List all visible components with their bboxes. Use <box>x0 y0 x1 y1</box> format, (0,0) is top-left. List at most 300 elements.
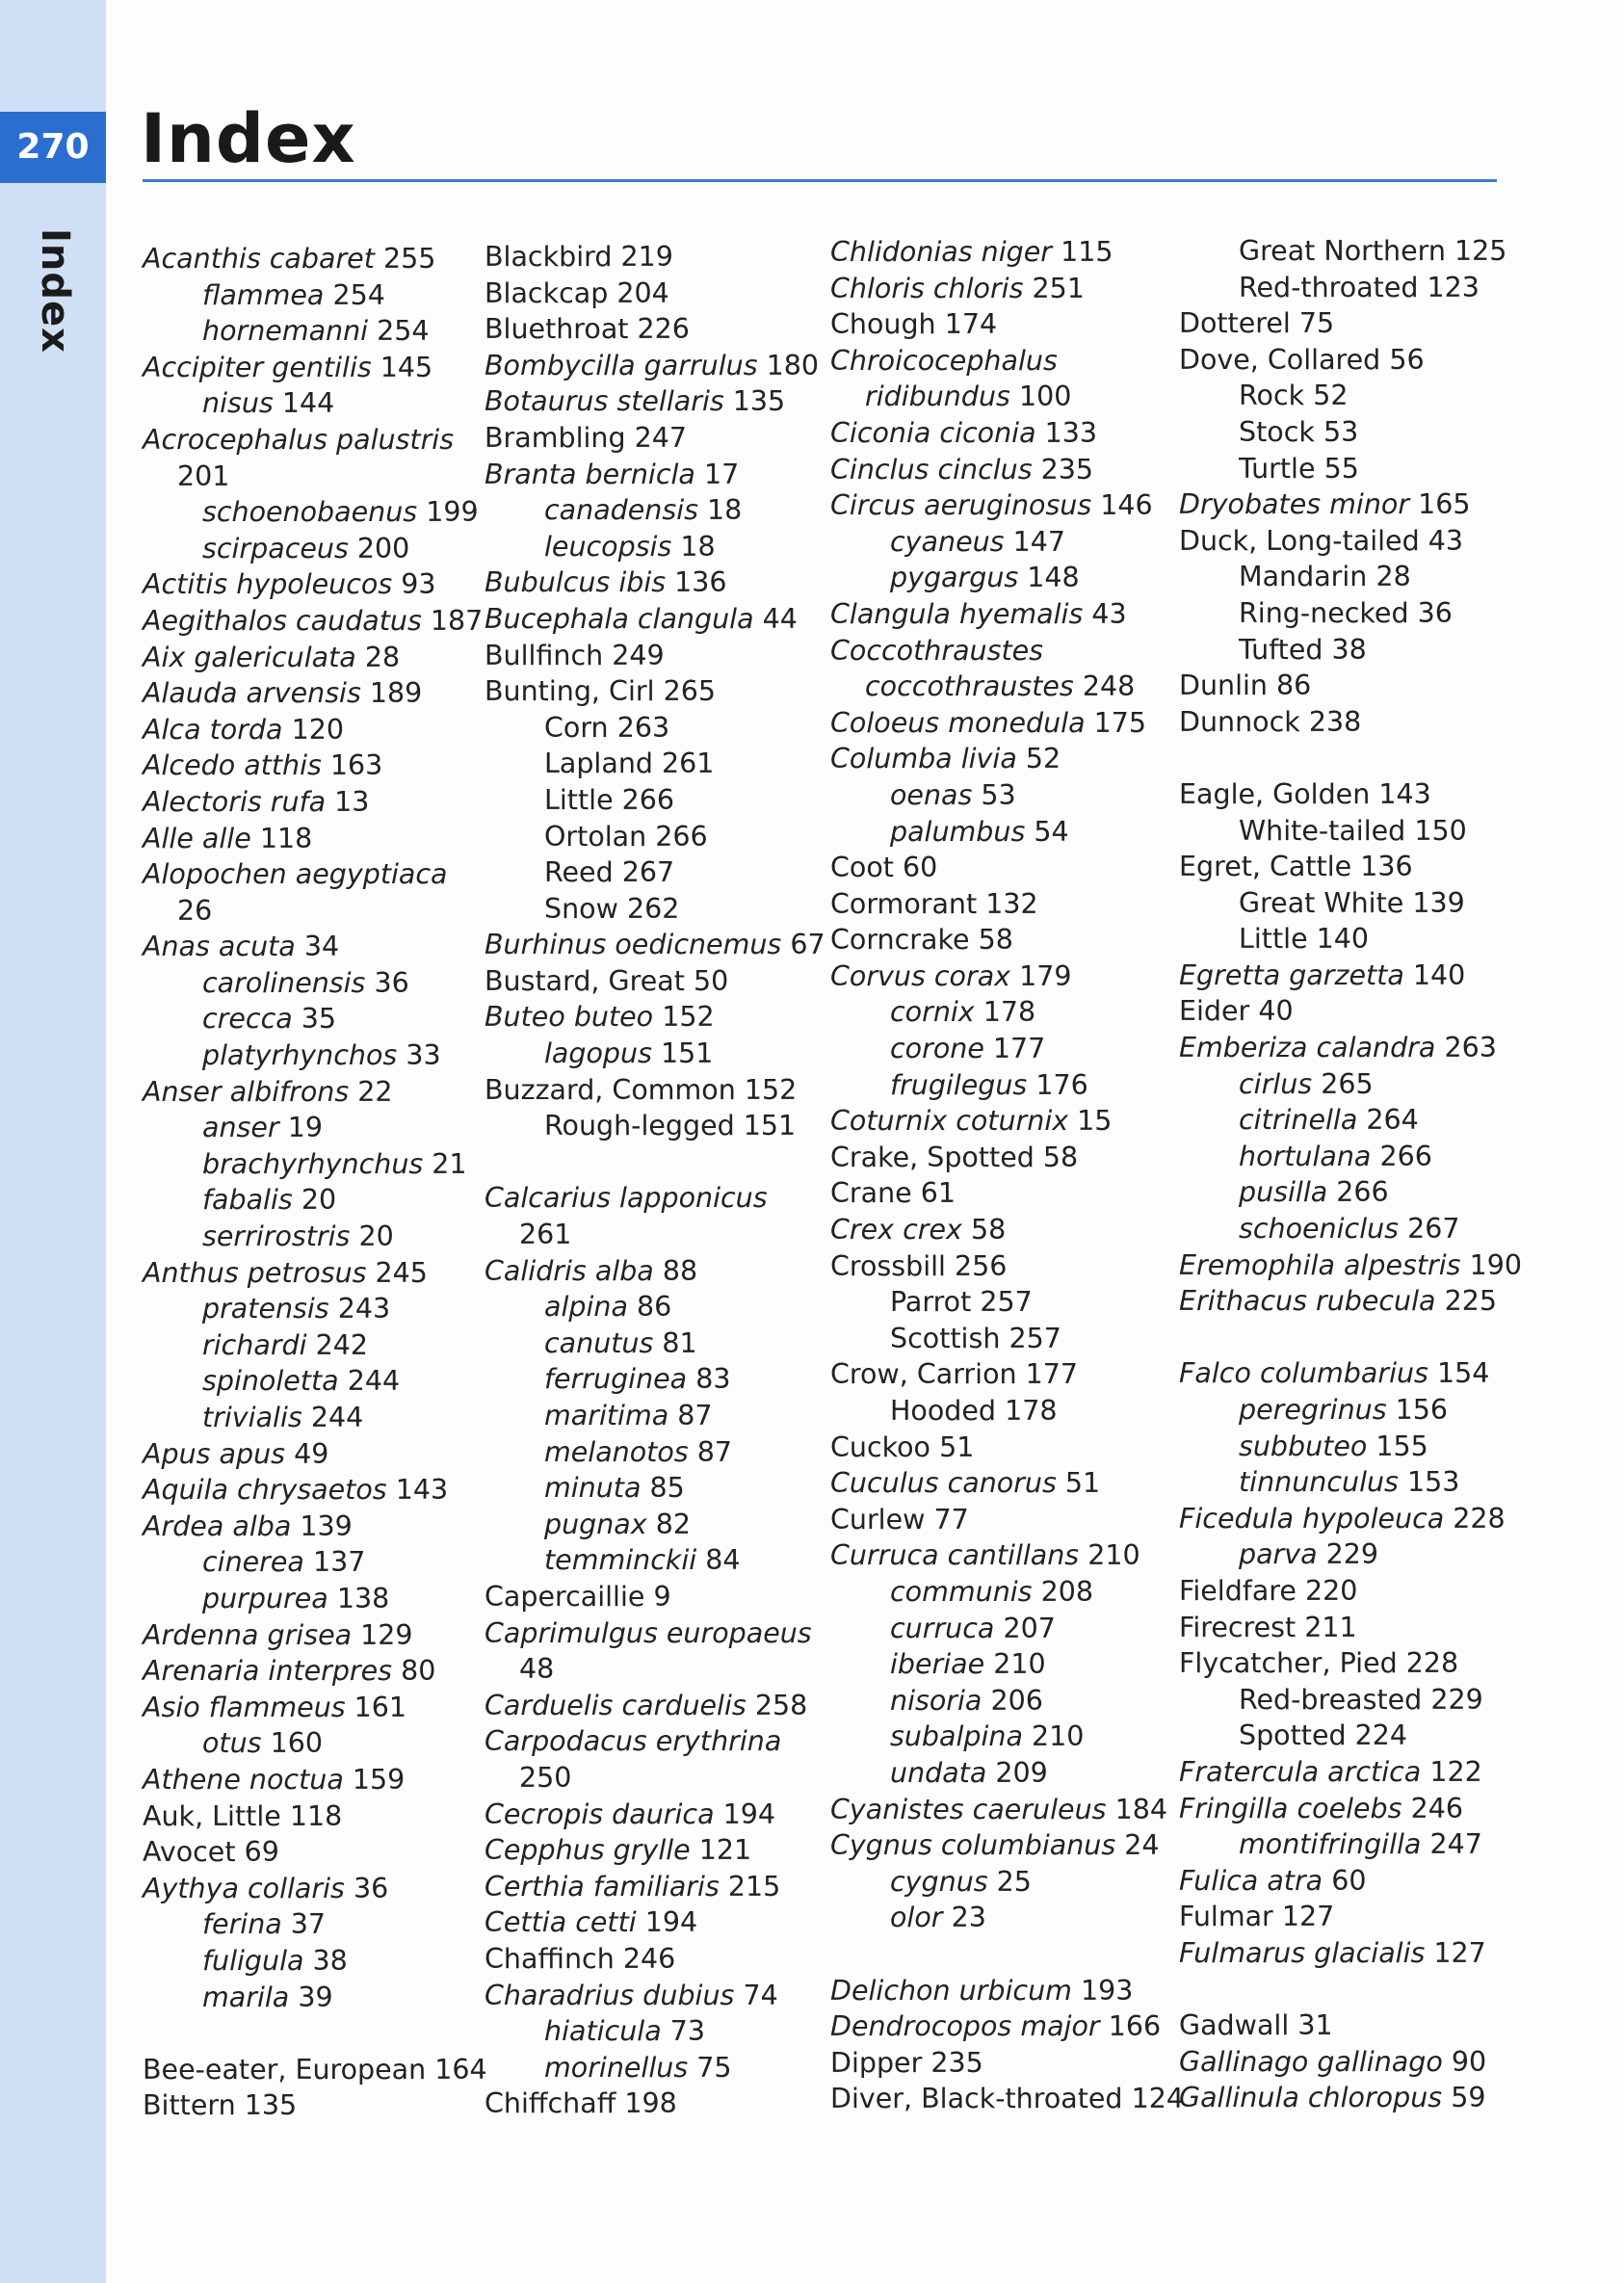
index-entry <box>1179 1247 1522 1284</box>
index-page-ref: 56 <box>1389 343 1425 376</box>
index-entry <box>485 1072 822 1109</box>
index-page-ref: 58 <box>978 924 1013 957</box>
index-entry <box>1179 1718 1516 1754</box>
index-term: Fieldfare <box>1179 1574 1297 1607</box>
index-page-ref: 238 <box>1308 705 1362 738</box>
index-entry <box>1179 523 1516 560</box>
index-group-gap <box>485 1144 822 1181</box>
index-entry <box>143 1690 480 1726</box>
index-term: Stock <box>1239 415 1315 448</box>
index-page-ref: 26 <box>177 894 213 927</box>
index-term: Dryobates minor <box>1179 488 1410 521</box>
index-entry <box>1179 632 1516 669</box>
index-term: Alauda arvensis <box>143 677 361 710</box>
index-entry <box>1179 2044 1516 2081</box>
index-page-ref: 256 <box>955 1249 1008 1282</box>
index-page-ref: 122 <box>1429 1755 1482 1788</box>
index-entry <box>485 1651 822 1688</box>
index-page-ref: 129 <box>360 1618 413 1651</box>
index-entry <box>143 1074 480 1111</box>
index-page-ref: 25 <box>996 1865 1032 1898</box>
index-term: Great White <box>1239 886 1404 919</box>
index-term: serrirostris <box>202 1220 351 1253</box>
index-entry <box>143 1146 480 1183</box>
index-page-ref: 148 <box>1027 562 1080 594</box>
index-entry <box>143 784 480 821</box>
index-entry <box>485 1904 822 1941</box>
index-term: Bluethroat <box>485 313 629 346</box>
index-page-ref: 50 <box>693 964 729 997</box>
index-term: Gadwall <box>1179 2009 1290 2042</box>
index-page-ref: 210 <box>993 1648 1046 1681</box>
index-page-ref: 33 <box>406 1039 441 1072</box>
index-term: ridibundus <box>865 380 1010 413</box>
index-entry <box>485 1615 822 1652</box>
index-page-ref: 133 <box>1044 416 1098 449</box>
index-entry <box>1179 1355 1516 1392</box>
index-page-ref: 88 <box>662 1254 698 1287</box>
index-entry <box>143 241 480 277</box>
index-term: Cinclus cinclus <box>830 453 1033 485</box>
index-page-ref: 257 <box>980 1286 1033 1319</box>
index-term: Apus apus <box>143 1437 286 1470</box>
index-page-ref: 267 <box>621 856 675 889</box>
index-entry <box>143 856 480 893</box>
index-term: hortulana <box>1239 1140 1372 1172</box>
index-term: Ardenna grisea <box>143 1618 353 1651</box>
index-page-ref: 204 <box>616 276 669 309</box>
index-entry <box>830 1864 1167 1901</box>
index-entry <box>143 1400 480 1436</box>
index-entry <box>830 1755 1167 1792</box>
index-page-ref: 118 <box>289 1799 343 1832</box>
index-page-ref: 34 <box>303 931 340 963</box>
index-entry <box>830 2045 1167 2082</box>
index-entry <box>830 669 1167 705</box>
index-page-ref: 140 <box>1316 923 1370 956</box>
index-entry <box>143 1653 480 1690</box>
index-term: Cettia cetti <box>485 1906 637 1939</box>
index-group-gap <box>1179 1972 1516 2008</box>
index-term: Ortolan <box>544 820 647 853</box>
index-term: platyrhynchos <box>202 1039 398 1072</box>
index-entry <box>485 854 822 891</box>
index-term: Buzzard, Common <box>485 1073 736 1106</box>
index-term: communis <box>890 1575 1033 1608</box>
index-entry <box>485 2086 822 2122</box>
index-entry <box>485 963 822 1000</box>
index-page-ref: 261 <box>662 748 715 780</box>
index-page-ref: 174 <box>944 308 998 341</box>
index-term: Clangula hyemalis <box>830 597 1084 630</box>
index-page-ref: 77 <box>933 1503 969 1535</box>
index-term: Blackcap <box>485 276 609 309</box>
index-term: leucopsis <box>544 530 672 563</box>
index-page-ref: 19 <box>287 1112 323 1144</box>
index-entry <box>1179 451 1516 487</box>
index-term: coccothraustes <box>865 670 1074 703</box>
index-term: Avocet <box>143 1836 236 1869</box>
index-page-ref: 125 <box>1454 235 1507 267</box>
index-column-2 <box>485 239 825 2122</box>
index-entry <box>830 1031 1167 1067</box>
index-entry <box>143 1001 480 1037</box>
index-entry <box>143 1509 480 1545</box>
index-entry <box>1179 1464 1516 1501</box>
index-term: Alopochen aegyptiaca <box>143 858 448 891</box>
index-page-ref: 228 <box>1453 1502 1506 1535</box>
index-entry <box>830 452 1167 488</box>
index-entry <box>1179 1102 1516 1139</box>
index-term: maritima <box>544 1400 669 1431</box>
index-term: Spotted <box>1239 1719 1347 1752</box>
index-page-ref: 140 <box>1412 958 1466 991</box>
index-entry <box>830 1393 1167 1430</box>
index-page-ref: 60 <box>903 852 938 884</box>
index-term: crecca <box>202 1003 293 1036</box>
index-page-ref: 250 <box>519 1761 572 1794</box>
index-page-ref: 139 <box>300 1509 353 1542</box>
index-page-ref: 31 <box>1297 2009 1333 2042</box>
index-term: Aix galericulata <box>143 641 356 673</box>
index-term: Anser albifrons <box>143 1075 350 1108</box>
index-entry <box>830 741 1167 777</box>
index-term: montifringilla <box>1239 1828 1422 1861</box>
index-page-ref: 179 <box>1019 959 1072 992</box>
index-group-gap <box>830 1936 1167 1973</box>
index-page-ref: 255 <box>382 243 436 275</box>
index-term: Actitis hypoleucos <box>143 568 393 601</box>
index-column-4 <box>1179 233 1522 2116</box>
index-page-ref: 144 <box>281 387 335 420</box>
index-entry <box>830 2008 1167 2045</box>
index-entry <box>830 1611 1167 1647</box>
index-term: carolinensis <box>202 966 366 999</box>
index-entry <box>143 1544 480 1581</box>
index-term: Acrocephalus palustris <box>143 423 455 456</box>
index-page-ref: 228 <box>1405 1647 1459 1680</box>
index-entry <box>830 958 1167 995</box>
index-term: Chloris chloris <box>830 272 1024 304</box>
index-term: Dove, Collared <box>1179 343 1381 376</box>
index-entry <box>485 638 822 674</box>
index-page-ref: 48 <box>519 1653 555 1686</box>
index-page-ref: 177 <box>1025 1358 1079 1391</box>
index-page-ref: 51 <box>1064 1467 1101 1500</box>
index-page-ref: 93 <box>401 568 436 601</box>
index-page-ref: 135 <box>244 2089 298 2122</box>
index-entry <box>143 1943 480 1980</box>
index-entry <box>830 234 1167 271</box>
index-entry <box>485 1723 822 1760</box>
index-term: minuta <box>544 1472 642 1505</box>
index-term: Rough-legged <box>544 1110 735 1142</box>
index-entry <box>485 2050 822 2086</box>
index-entry <box>143 1617 480 1654</box>
index-page-ref: 18 <box>707 494 743 527</box>
index-entry <box>1179 414 1516 451</box>
index-page-ref: 100 <box>1018 380 1072 413</box>
index-term: marila <box>202 1981 290 2013</box>
index-entry <box>485 529 822 565</box>
index-page-ref: 139 <box>1412 886 1465 919</box>
index-term: anser <box>202 1112 279 1144</box>
index-entry <box>485 1869 822 1905</box>
index-page-ref: 166 <box>1108 2010 1162 2043</box>
index-page-ref: 247 <box>634 421 688 454</box>
index-page-ref: 54 <box>1034 815 1069 848</box>
index-page-ref: 159 <box>352 1763 406 1796</box>
index-page-ref: 152 <box>662 1001 715 1034</box>
index-entry <box>1179 1536 1516 1573</box>
index-entry <box>1179 993 1516 1030</box>
index-page-ref: 137 <box>312 1546 366 1579</box>
index-term: schoeniclus <box>1239 1213 1400 1246</box>
index-term: Alcedo atthis <box>143 749 322 782</box>
index-term: Dipper <box>830 2046 923 2079</box>
index-page-ref: 38 <box>1331 633 1367 666</box>
index-page-ref: 86 <box>636 1291 672 1324</box>
index-term: Acanthis cabaret <box>143 243 375 275</box>
index-term: Reed <box>544 856 614 889</box>
index-page-ref: 152 <box>744 1073 798 1106</box>
index-term: nisus <box>202 387 274 420</box>
index-term: Bittern <box>143 2089 236 2122</box>
index-term: Fulica atra <box>1179 1864 1323 1897</box>
index-entry <box>485 1253 822 1290</box>
index-term: Eremophila alpestris <box>1179 1248 1461 1281</box>
index-entry <box>830 1103 1167 1140</box>
index-page-ref: 127 <box>1281 1901 1335 1933</box>
index-page-ref: 151 <box>660 1037 714 1070</box>
index-entry <box>143 821 480 857</box>
index-entry <box>830 814 1167 851</box>
index-entry <box>143 2052 487 2088</box>
index-page-ref: 245 <box>375 1256 428 1289</box>
index-term: olor <box>890 1902 943 1934</box>
index-page-ref: 23 <box>951 1902 986 1934</box>
index-entry <box>830 1683 1167 1719</box>
index-page-ref: 155 <box>1375 1430 1428 1462</box>
index-page-ref: 13 <box>334 785 370 818</box>
index-term: Egret, Cattle <box>1179 851 1352 883</box>
index-entry <box>143 422 480 459</box>
index-page-ref: 210 <box>1087 1539 1140 1572</box>
index-term: Charadrius dubius <box>485 1979 735 2011</box>
index-entry <box>830 1827 1167 1864</box>
index-page-ref: 254 <box>332 278 385 311</box>
index-page-ref: 138 <box>336 1582 390 1614</box>
index-entry <box>830 343 1167 380</box>
index-term: alpina <box>544 1291 628 1324</box>
index-page-ref: 115 <box>1061 236 1113 268</box>
index-page-ref: 69 <box>244 1836 279 1869</box>
index-term: Anthus petrosus <box>143 1256 367 1289</box>
index-page-ref: 75 <box>696 2051 732 2084</box>
index-term: cirlus <box>1239 1067 1313 1100</box>
index-page-ref: 229 <box>1430 1683 1483 1716</box>
index-entry <box>830 1574 1167 1611</box>
index-page-ref: 177 <box>992 1033 1046 1065</box>
index-term: Fratercula arctica <box>1179 1755 1422 1788</box>
index-entry <box>485 276 822 312</box>
index-page-ref: 55 <box>1323 452 1359 485</box>
index-entry <box>485 1941 822 1978</box>
index-page-ref: 146 <box>1100 489 1153 522</box>
index-page-ref: 147 <box>1012 525 1065 558</box>
index-term: Ardea alba <box>143 1509 292 1542</box>
index-term: pusilla <box>1239 1176 1328 1209</box>
index-page-ref: 220 <box>1304 1574 1358 1607</box>
index-entry <box>1179 2080 1516 2116</box>
index-entry <box>143 1762 480 1798</box>
index-entry <box>830 560 1167 596</box>
index-term: Caprimulgus europaeus <box>485 1616 812 1649</box>
index-page-ref: 199 <box>426 496 479 529</box>
index-entry <box>143 566 480 603</box>
index-page-ref: 9 <box>653 1580 671 1613</box>
index-entry <box>485 746 822 782</box>
index-entry <box>1179 1754 1516 1791</box>
index-entry <box>1179 559 1516 595</box>
index-entry <box>830 271 1167 307</box>
index-term: Hooded <box>890 1395 997 1427</box>
index-page-ref: 39 <box>298 1981 333 2013</box>
index-page-ref: 53 <box>981 778 1016 811</box>
index-term: Curruca cantillans <box>830 1539 1080 1572</box>
index-entry <box>485 2013 822 2050</box>
index-entry <box>485 1760 822 1797</box>
index-page-ref: 123 <box>1427 271 1480 303</box>
index-page-ref: 124 <box>1131 2083 1184 2115</box>
index-page-ref: 43 <box>1091 597 1127 630</box>
index-page-ref: 17 <box>703 458 740 490</box>
index-term: Erithacus rubecula <box>1179 1285 1436 1318</box>
index-entry <box>143 350 480 386</box>
index-term: Corncrake <box>830 924 970 957</box>
index-term: Turtle <box>1239 452 1316 485</box>
index-term: scirpaceus <box>202 532 349 564</box>
index-page-ref: 209 <box>995 1756 1048 1789</box>
index-entry <box>143 531 480 567</box>
index-page-ref: 81 <box>662 1326 697 1359</box>
index-term: Bucephala clangula <box>485 602 754 635</box>
index-term: frugilegus <box>890 1068 1028 1101</box>
index-page-ref: 51 <box>939 1430 975 1463</box>
index-page-ref: 49 <box>294 1437 329 1470</box>
index-term: Duck, Long-tailed <box>1179 524 1420 557</box>
index-page-ref: 28 <box>364 641 401 673</box>
index-term: Fulmarus glacialis <box>1179 1936 1426 1969</box>
index-term: Chaffinch <box>485 1942 615 1975</box>
index-page-ref: 121 <box>698 1834 752 1867</box>
index-term: Emberiza calandra <box>1179 1032 1436 1064</box>
index-term: subalpina <box>890 1720 1023 1753</box>
index-entry <box>143 675 480 712</box>
index-group-gap <box>1179 1320 1516 1356</box>
index-entry <box>485 1507 822 1543</box>
index-page-ref: 40 <box>1258 995 1294 1028</box>
index-page-ref: 264 <box>1366 1104 1419 1137</box>
index-page-ref: 246 <box>622 1942 676 1975</box>
index-page-ref: 207 <box>1003 1612 1056 1644</box>
index-entry <box>1179 270 1516 306</box>
index-entry <box>485 348 822 384</box>
index-term: trivialis <box>202 1402 302 1433</box>
index-page-ref: 160 <box>270 1727 323 1760</box>
index-page-ref: 156 <box>1395 1394 1449 1426</box>
index-entry <box>143 929 480 965</box>
index-term: Parrot <box>890 1286 972 1319</box>
index-page-ref: 244 <box>310 1402 364 1433</box>
index-term: peregrinus <box>1239 1394 1387 1426</box>
index-entry <box>143 1219 480 1255</box>
index-term: Ring-necked <box>1239 596 1409 629</box>
index-term: citrinella <box>1239 1104 1358 1137</box>
index-term: Alectoris rufa <box>143 785 327 818</box>
index-term: Crake, Spotted <box>830 1141 1035 1173</box>
index-entry <box>830 1792 1167 1828</box>
index-entry <box>485 999 822 1036</box>
index-page-ref: 189 <box>369 677 423 710</box>
index-page-ref: 80 <box>401 1655 436 1688</box>
index-term: Crow, Carrion <box>830 1358 1017 1391</box>
index-page-ref: 36 <box>353 1872 389 1904</box>
index-page-ref: 226 <box>637 313 690 346</box>
index-term: cinerea <box>202 1546 304 1579</box>
index-term: Dendrocopos major <box>830 2010 1100 2043</box>
index-term: Chiffchaff <box>485 2087 616 2120</box>
index-entry <box>485 311 822 348</box>
index-page-ref: 136 <box>674 566 727 599</box>
index-page-ref: 118 <box>259 822 313 854</box>
index-entry <box>830 306 1167 343</box>
index-term: Little <box>1239 923 1308 956</box>
index-entry <box>1179 1610 1516 1646</box>
index-entry <box>830 1356 1167 1393</box>
index-page-ref: 150 <box>1414 814 1467 847</box>
index-entry <box>485 1361 822 1398</box>
index-term: tinnunculus <box>1239 1466 1399 1499</box>
index-term: Auk, Little <box>143 1799 281 1832</box>
index-page-ref: 35 <box>301 1003 337 1036</box>
index-page-ref: 67 <box>790 929 825 961</box>
index-entry <box>485 927 825 963</box>
index-term: Calidris alba <box>485 1254 654 1287</box>
index-term: Firecrest <box>1179 1611 1297 1643</box>
side-section-label <box>21 214 89 368</box>
index-entry <box>1179 305 1516 342</box>
side-section-label-text: Index <box>33 228 77 354</box>
index-term: schoenobaenus <box>202 496 418 529</box>
index-entry <box>1179 2007 1516 2044</box>
index-term: Coloeus monedula <box>830 706 1086 739</box>
index-page-ref: 263 <box>1444 1032 1497 1064</box>
index-page-ref: 15 <box>1077 1105 1113 1138</box>
index-entry <box>143 1472 480 1509</box>
index-entry <box>143 640 480 676</box>
index-page-ref: 208 <box>1040 1575 1093 1608</box>
index-entry <box>143 1037 480 1074</box>
index-term: Crex crex <box>830 1214 962 1246</box>
index-entry <box>485 1470 822 1507</box>
index-entry <box>485 710 822 747</box>
index-page-ref: 153 <box>1406 1466 1460 1499</box>
index-page-ref: 145 <box>380 351 433 383</box>
index-term: Diver, Black-throated <box>830 2083 1123 2115</box>
index-page-ref: 84 <box>705 1544 741 1577</box>
index-entry <box>485 457 822 493</box>
